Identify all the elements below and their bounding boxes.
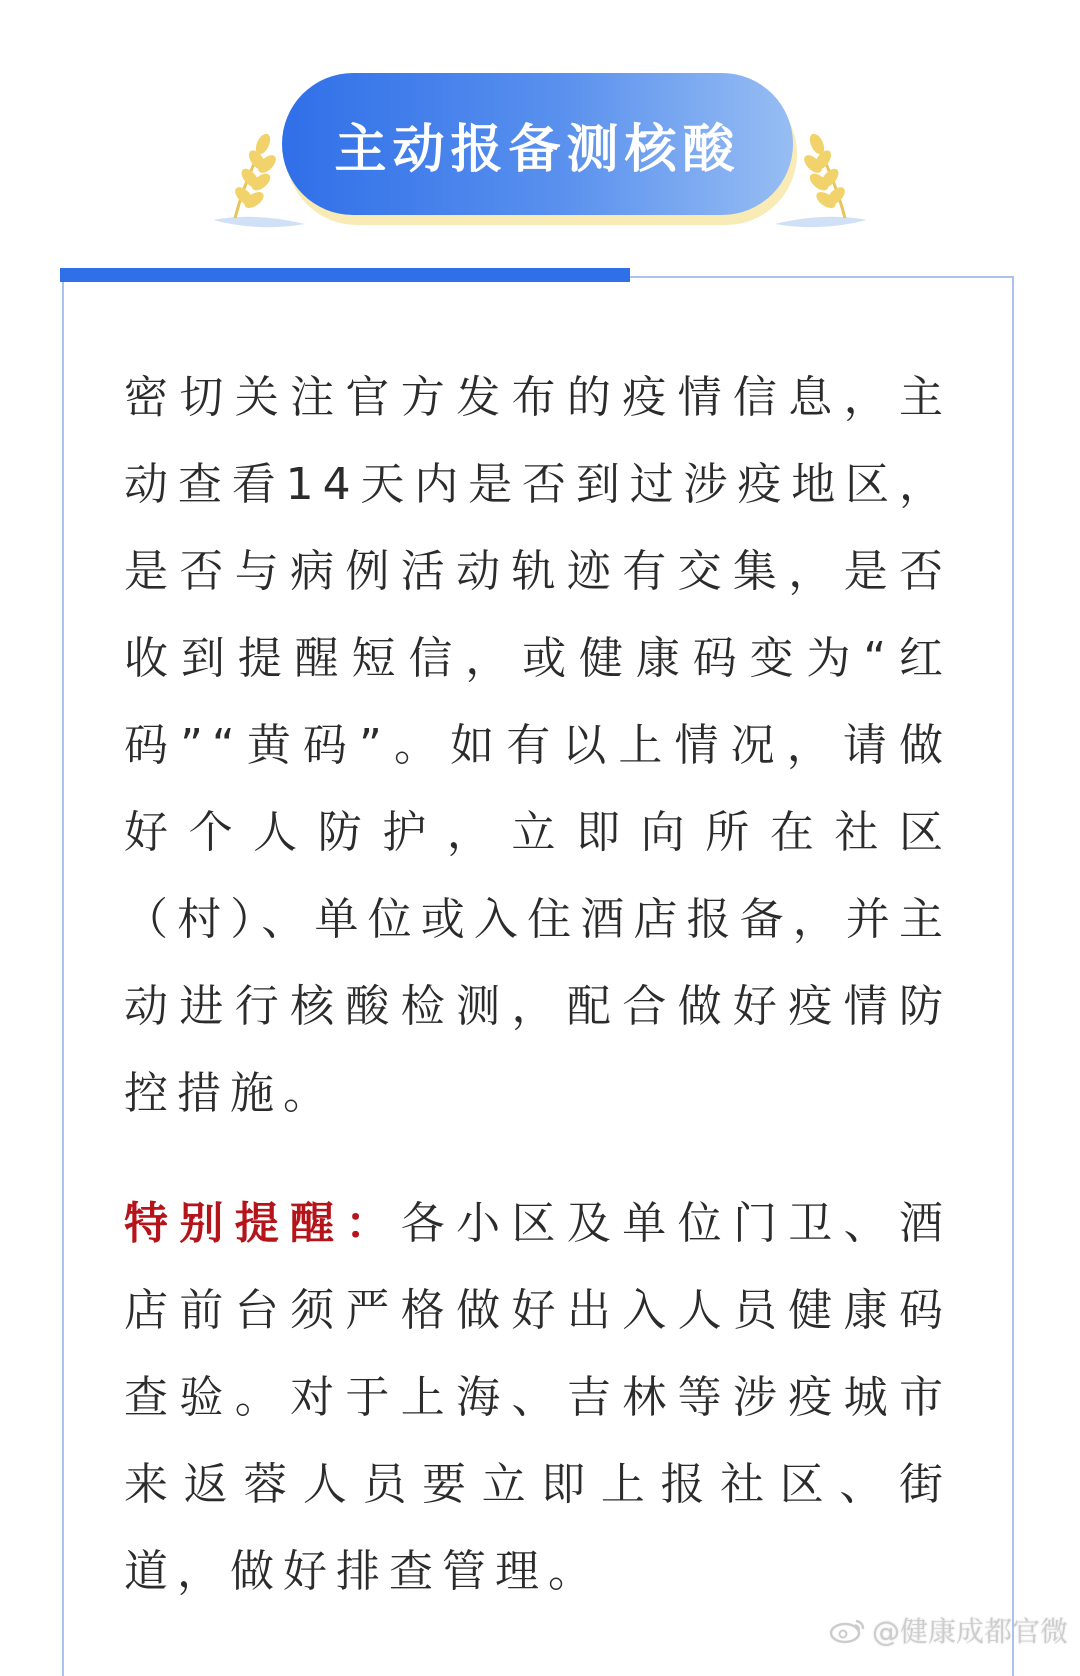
weibo-watermark <box>828 1610 1068 1650</box>
special-reminder-paragraph <box>124 1180 952 1615</box>
page-title: 主动报备测核酸 <box>282 73 793 215</box>
card-top-accent-bar <box>60 268 630 282</box>
main-paragraph: 密切关注官方发布的疫情信息，主动查看14天内是否到过涉疫地区，是否与病例活动轨迹有交集，是否收到提醒短信，或健康码变为“红码”“黄码”。如有以上情况，请做好个人防护，立即向所在社区（村）、单位或入住酒店报备，并主动进行核酸检测，配合做好疫情防控措施。 <box>124 372 952 1119</box>
title-banner <box>282 73 797 225</box>
weibo-icon <box>828 1615 868 1645</box>
watermark-text: @健康成都官微 <box>872 1615 1069 1648</box>
special-reminder-text: 各小区及单位门卫、酒店前台须严格做好出入人员健康码查验。对于上海、吉林等涉疫城市来返蓉人员要立即上报社区、街道，做好排查管理。 <box>124 1198 953 1597</box>
special-reminder-label: 特别提醒： <box>124 1198 401 1249</box>
